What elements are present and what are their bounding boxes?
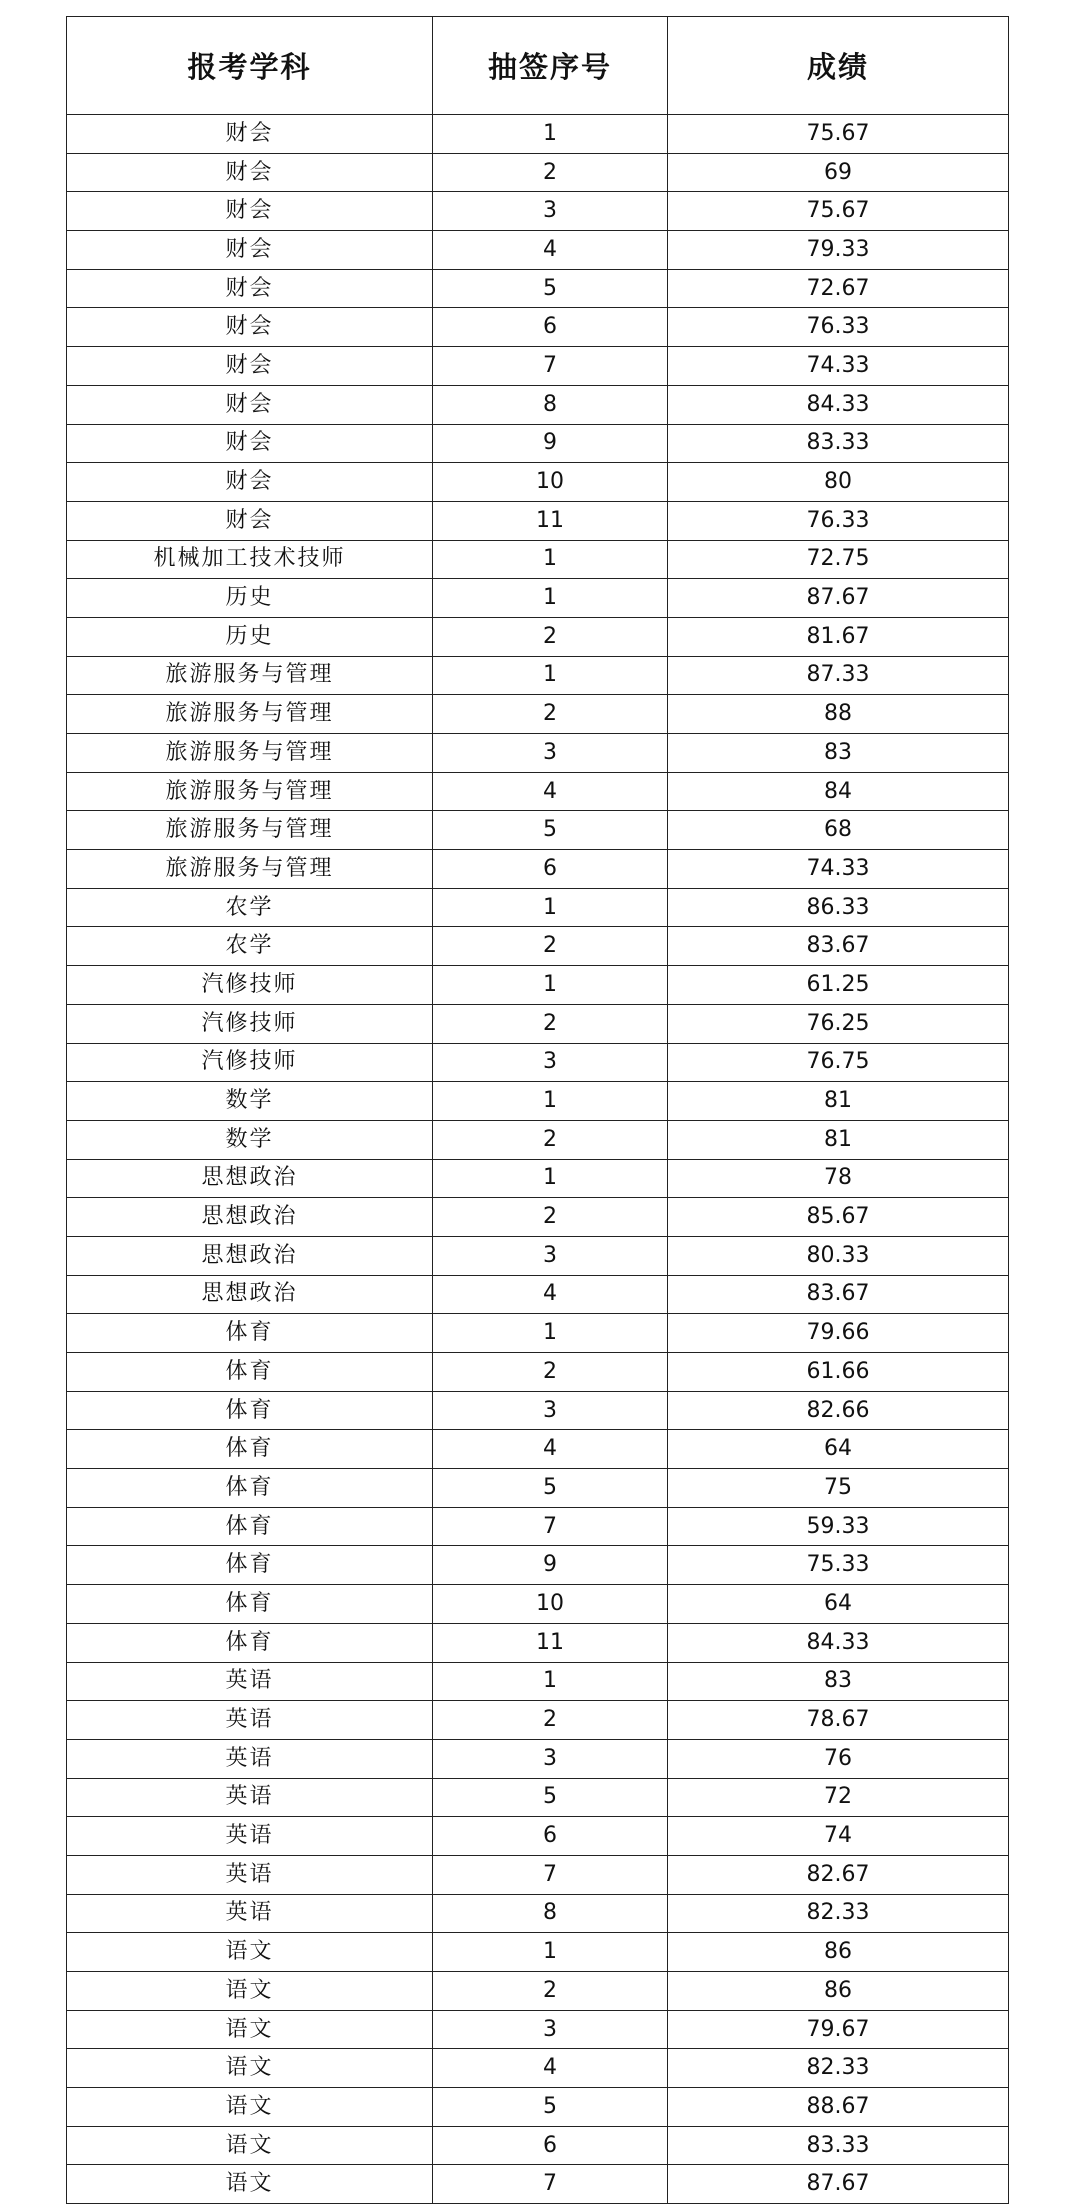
cell-score: 83.67	[668, 1275, 1009, 1314]
cell-score: 68	[668, 811, 1009, 850]
cell-score: 86.33	[668, 888, 1009, 927]
cell-subject: 旅游服务与管理	[67, 656, 433, 695]
cell-subject: 英语	[67, 1855, 433, 1894]
cell-lot-number: 1	[433, 1314, 668, 1353]
cell-subject: 汽修技师	[67, 1004, 433, 1043]
cell-lot-number: 3	[433, 192, 668, 231]
cell-score: 76	[668, 1739, 1009, 1778]
table-row	[67, 888, 1009, 927]
table-row	[67, 269, 1009, 308]
cell-score: 76.33	[668, 308, 1009, 347]
cell-subject: 英语	[67, 1894, 433, 1933]
table-row	[67, 656, 1009, 695]
table-row	[67, 501, 1009, 540]
table-row	[67, 1043, 1009, 1082]
cell-subject: 财会	[67, 308, 433, 347]
cell-lot-number: 2	[433, 695, 668, 734]
cell-subject: 语文	[67, 1933, 433, 1972]
cell-lot-number: 4	[433, 2049, 668, 2088]
cell-subject: 农学	[67, 888, 433, 927]
table-row	[67, 1004, 1009, 1043]
cell-lot-number: 4	[433, 231, 668, 270]
table-row	[67, 1507, 1009, 1546]
cell-subject: 财会	[67, 231, 433, 270]
cell-score: 88.67	[668, 2088, 1009, 2127]
cell-subject: 思想政治	[67, 1159, 433, 1198]
cell-score: 75	[668, 1469, 1009, 1508]
table-row	[67, 2010, 1009, 2049]
header-lot-number: 抽签序号	[433, 17, 668, 115]
cell-subject: 财会	[67, 269, 433, 308]
table-row	[67, 1972, 1009, 2011]
table-row	[67, 927, 1009, 966]
table-row	[67, 1855, 1009, 1894]
table-row	[67, 1198, 1009, 1237]
cell-lot-number: 1	[433, 1082, 668, 1121]
cell-score: 61.66	[668, 1353, 1009, 1392]
table-row	[67, 1933, 1009, 1972]
cell-lot-number: 2	[433, 1353, 668, 1392]
cell-score: 72.67	[668, 269, 1009, 308]
cell-subject: 体育	[67, 1507, 433, 1546]
cell-lot-number: 2	[433, 1120, 668, 1159]
cell-subject: 语文	[67, 2010, 433, 2049]
cell-score: 86	[668, 1972, 1009, 2011]
table-header	[67, 17, 1009, 115]
cell-subject: 语文	[67, 1972, 433, 2011]
cell-subject: 英语	[67, 1701, 433, 1740]
table-row	[67, 2049, 1009, 2088]
cell-subject: 财会	[67, 385, 433, 424]
cell-subject: 财会	[67, 192, 433, 231]
cell-lot-number: 4	[433, 1430, 668, 1469]
cell-lot-number: 11	[433, 501, 668, 540]
cell-lot-number: 3	[433, 734, 668, 773]
cell-lot-number: 9	[433, 424, 668, 463]
cell-subject: 数学	[67, 1120, 433, 1159]
table-row	[67, 231, 1009, 270]
cell-score: 75.67	[668, 115, 1009, 154]
cell-subject: 旅游服务与管理	[67, 850, 433, 889]
cell-score: 84	[668, 772, 1009, 811]
cell-lot-number: 8	[433, 1894, 668, 1933]
cell-score: 64	[668, 1585, 1009, 1624]
table-row	[67, 1585, 1009, 1624]
table-row	[67, 308, 1009, 347]
cell-lot-number: 2	[433, 153, 668, 192]
cell-subject: 体育	[67, 1546, 433, 1585]
cell-lot-number: 6	[433, 1817, 668, 1856]
cell-subject: 体育	[67, 1353, 433, 1392]
cell-score: 84.33	[668, 1623, 1009, 1662]
cell-score: 85.67	[668, 1198, 1009, 1237]
cell-subject: 英语	[67, 1662, 433, 1701]
cell-score: 75.33	[668, 1546, 1009, 1585]
cell-lot-number: 4	[433, 772, 668, 811]
cell-score: 61.25	[668, 966, 1009, 1005]
cell-subject: 历史	[67, 617, 433, 656]
cell-score: 69	[668, 153, 1009, 192]
cell-lot-number: 5	[433, 269, 668, 308]
table-row	[67, 1778, 1009, 1817]
cell-score: 81	[668, 1120, 1009, 1159]
cell-subject: 体育	[67, 1430, 433, 1469]
cell-subject: 财会	[67, 115, 433, 154]
header-subject: 报考学科	[67, 17, 433, 115]
cell-lot-number: 7	[433, 347, 668, 386]
cell-lot-number: 5	[433, 1469, 668, 1508]
cell-lot-number: 9	[433, 1546, 668, 1585]
header-row	[67, 17, 1009, 115]
cell-lot-number: 1	[433, 1159, 668, 1198]
cell-score: 59.33	[668, 1507, 1009, 1546]
table-row	[67, 1120, 1009, 1159]
cell-score: 80.33	[668, 1236, 1009, 1275]
table-row	[67, 540, 1009, 579]
cell-score: 79.67	[668, 2010, 1009, 2049]
cell-score: 83	[668, 1662, 1009, 1701]
table-body	[67, 115, 1009, 2204]
cell-score: 81	[668, 1082, 1009, 1121]
cell-lot-number: 1	[433, 115, 668, 154]
cell-subject: 体育	[67, 1314, 433, 1353]
table-row	[67, 734, 1009, 773]
table-row	[67, 1662, 1009, 1701]
table-row	[67, 463, 1009, 502]
cell-score: 79.33	[668, 231, 1009, 270]
cell-score: 74.33	[668, 850, 1009, 889]
cell-lot-number: 10	[433, 463, 668, 502]
table-row	[67, 1236, 1009, 1275]
table-row	[67, 966, 1009, 1005]
cell-subject: 旅游服务与管理	[67, 772, 433, 811]
cell-subject: 语文	[67, 2165, 433, 2204]
cell-score: 78.67	[668, 1701, 1009, 1740]
cell-score: 78	[668, 1159, 1009, 1198]
table-row	[67, 1817, 1009, 1856]
cell-subject: 财会	[67, 463, 433, 502]
cell-subject: 体育	[67, 1391, 433, 1430]
cell-lot-number: 6	[433, 2126, 668, 2165]
cell-subject: 历史	[67, 579, 433, 618]
cell-lot-number: 3	[433, 1391, 668, 1430]
cell-score: 84.33	[668, 385, 1009, 424]
cell-score: 82.33	[668, 2049, 1009, 2088]
cell-score: 72.75	[668, 540, 1009, 579]
table-row	[67, 617, 1009, 656]
table-row	[67, 115, 1009, 154]
cell-subject: 财会	[67, 424, 433, 463]
table-row	[67, 1353, 1009, 1392]
table-row	[67, 424, 1009, 463]
cell-lot-number: 1	[433, 579, 668, 618]
cell-lot-number: 1	[433, 1933, 668, 1972]
cell-subject: 英语	[67, 1739, 433, 1778]
cell-lot-number: 6	[433, 850, 668, 889]
cell-score: 82.67	[668, 1855, 1009, 1894]
table-row	[67, 2165, 1009, 2204]
cell-score: 76.75	[668, 1043, 1009, 1082]
cell-score: 83	[668, 734, 1009, 773]
cell-score: 74.33	[668, 347, 1009, 386]
cell-lot-number: 2	[433, 1004, 668, 1043]
cell-lot-number: 5	[433, 2088, 668, 2127]
cell-subject: 财会	[67, 153, 433, 192]
cell-lot-number: 5	[433, 811, 668, 850]
cell-score: 80	[668, 463, 1009, 502]
table-row	[67, 2088, 1009, 2127]
cell-lot-number: 3	[433, 1236, 668, 1275]
cell-score: 83.33	[668, 424, 1009, 463]
cell-subject: 思想政治	[67, 1198, 433, 1237]
cell-lot-number: 5	[433, 1778, 668, 1817]
cell-score: 82.66	[668, 1391, 1009, 1430]
table-row	[67, 772, 1009, 811]
cell-lot-number: 2	[433, 1972, 668, 2011]
cell-subject: 英语	[67, 1817, 433, 1856]
table-row	[67, 1314, 1009, 1353]
score-table	[66, 16, 1009, 2204]
table-row	[67, 1082, 1009, 1121]
cell-score: 79.66	[668, 1314, 1009, 1353]
cell-subject: 体育	[67, 1623, 433, 1662]
cell-subject: 英语	[67, 1778, 433, 1817]
cell-score: 83.33	[668, 2126, 1009, 2165]
cell-score: 75.67	[668, 192, 1009, 231]
cell-score: 87.67	[668, 579, 1009, 618]
cell-lot-number: 7	[433, 2165, 668, 2204]
cell-subject: 语文	[67, 2049, 433, 2088]
cell-score: 76.33	[668, 501, 1009, 540]
table-row	[67, 1623, 1009, 1662]
cell-lot-number: 7	[433, 1507, 668, 1546]
cell-subject: 语文	[67, 2088, 433, 2127]
cell-lot-number: 1	[433, 1662, 668, 1701]
cell-lot-number: 7	[433, 1855, 668, 1894]
cell-lot-number: 1	[433, 888, 668, 927]
cell-score: 72	[668, 1778, 1009, 1817]
cell-lot-number: 1	[433, 540, 668, 579]
cell-subject: 汽修技师	[67, 1043, 433, 1082]
cell-subject: 语文	[67, 2126, 433, 2165]
cell-lot-number: 2	[433, 617, 668, 656]
cell-lot-number: 2	[433, 1701, 668, 1740]
table-row	[67, 1894, 1009, 1933]
cell-subject: 旅游服务与管理	[67, 695, 433, 734]
cell-lot-number: 3	[433, 1043, 668, 1082]
cell-subject: 数学	[67, 1082, 433, 1121]
table-row	[67, 1469, 1009, 1508]
cell-score: 76.25	[668, 1004, 1009, 1043]
cell-score: 83.67	[668, 927, 1009, 966]
cell-score: 87.33	[668, 656, 1009, 695]
cell-subject: 财会	[67, 347, 433, 386]
cell-score: 86	[668, 1933, 1009, 1972]
cell-score: 81.67	[668, 617, 1009, 656]
cell-lot-number: 2	[433, 927, 668, 966]
cell-lot-number: 4	[433, 1275, 668, 1314]
cell-subject: 农学	[67, 927, 433, 966]
cell-lot-number: 10	[433, 1585, 668, 1624]
header-score: 成绩	[668, 17, 1009, 115]
cell-subject: 体育	[67, 1469, 433, 1508]
table-row	[67, 1701, 1009, 1740]
cell-lot-number: 3	[433, 1739, 668, 1778]
table-row	[67, 153, 1009, 192]
cell-score: 82.33	[668, 1894, 1009, 1933]
table-row	[67, 1159, 1009, 1198]
table-row	[67, 192, 1009, 231]
cell-subject: 旅游服务与管理	[67, 811, 433, 850]
table-row	[67, 347, 1009, 386]
cell-subject: 旅游服务与管理	[67, 734, 433, 773]
cell-score: 88	[668, 695, 1009, 734]
cell-lot-number: 11	[433, 1623, 668, 1662]
cell-lot-number: 1	[433, 966, 668, 1005]
table-row	[67, 579, 1009, 618]
cell-score: 74	[668, 1817, 1009, 1856]
cell-subject: 思想政治	[67, 1275, 433, 1314]
cell-lot-number: 8	[433, 385, 668, 424]
cell-score: 87.67	[668, 2165, 1009, 2204]
table-row	[67, 695, 1009, 734]
table-row	[67, 1546, 1009, 1585]
cell-lot-number: 6	[433, 308, 668, 347]
table-row	[67, 2126, 1009, 2165]
table-row	[67, 1739, 1009, 1778]
cell-subject: 财会	[67, 501, 433, 540]
cell-subject: 体育	[67, 1585, 433, 1624]
table-row	[67, 811, 1009, 850]
cell-score: 64	[668, 1430, 1009, 1469]
cell-subject: 机械加工技术技师	[67, 540, 433, 579]
table-row	[67, 850, 1009, 889]
table-row	[67, 385, 1009, 424]
cell-subject: 思想政治	[67, 1236, 433, 1275]
cell-subject: 汽修技师	[67, 966, 433, 1005]
table-row	[67, 1430, 1009, 1469]
cell-lot-number: 1	[433, 656, 668, 695]
cell-lot-number: 2	[433, 1198, 668, 1237]
table-row	[67, 1275, 1009, 1314]
cell-lot-number: 3	[433, 2010, 668, 2049]
table-row	[67, 1391, 1009, 1430]
